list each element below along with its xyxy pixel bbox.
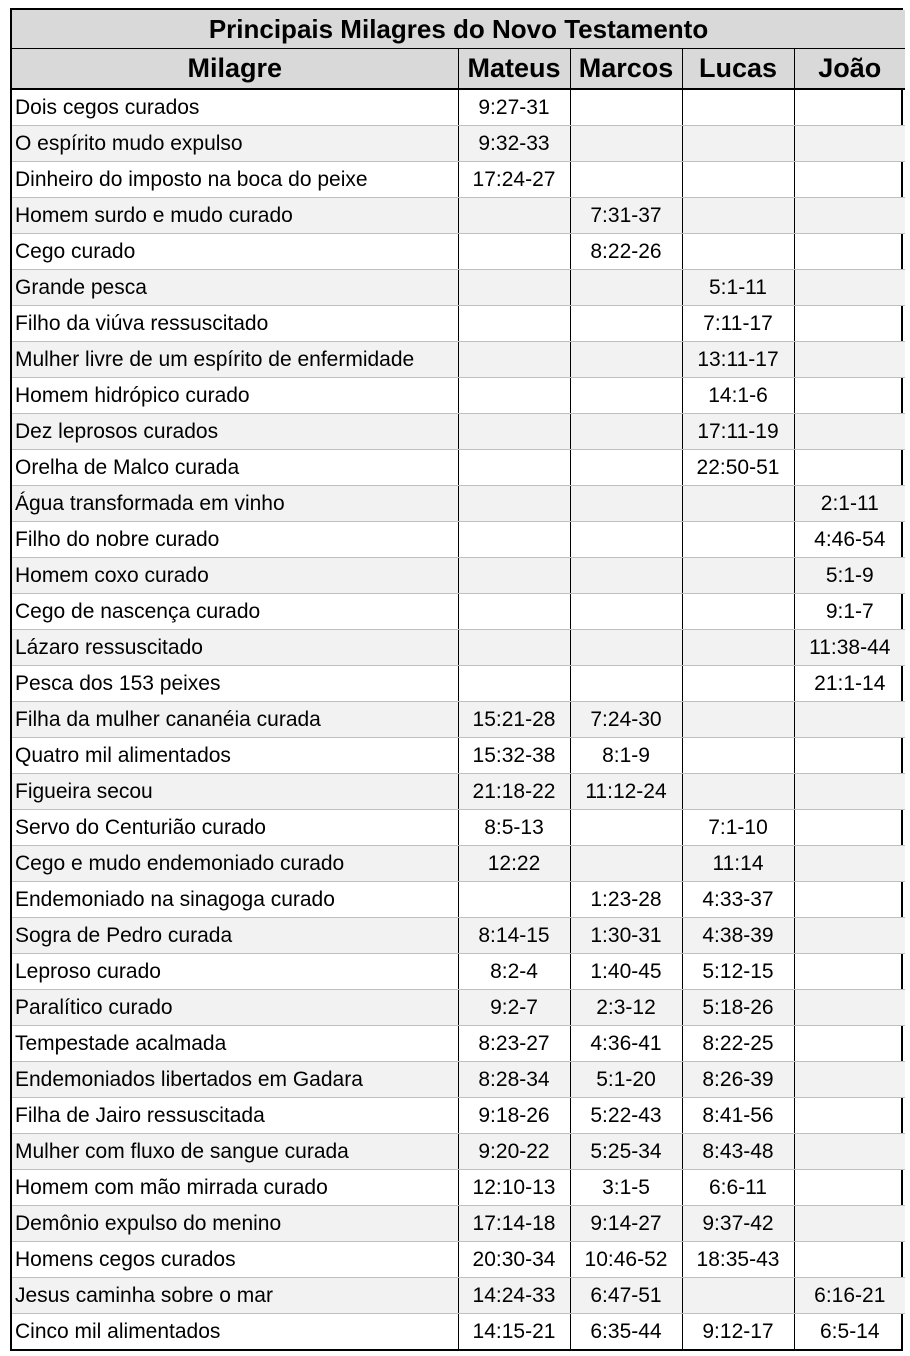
joao-ref-cell [794,378,905,414]
table-row [12,630,905,666]
table-row [12,1026,905,1062]
lucas-ref-cell: 9:37-42 [682,1206,794,1242]
joao-ref-cell [794,270,905,306]
table-row [12,1062,905,1098]
table-row [12,234,905,270]
lucas-ref-cell [682,126,794,162]
table-row [12,666,905,702]
joao-ref-cell: 6:16-21 [794,1278,905,1314]
joao-ref-cell [794,846,905,882]
table-row [12,810,905,846]
lucas-ref-cell [682,702,794,738]
joao-ref-cell [794,1170,905,1206]
mateus-ref-cell [458,342,570,378]
joao-ref-cell [794,342,905,378]
lucas-ref-cell [682,522,794,558]
table-row [12,306,905,342]
marcos-ref-cell: 1:40-45 [570,954,682,990]
joao-ref-cell [794,1098,905,1134]
marcos-ref-cell [570,270,682,306]
table-row [12,882,905,918]
miracle-name-cell: Jesus caminha sobre o mar [12,1278,458,1314]
mateus-ref-cell [458,522,570,558]
lucas-ref-cell [682,738,794,774]
joao-ref-cell [794,198,905,234]
lucas-ref-cell [682,774,794,810]
mateus-ref-cell [458,882,570,918]
table-row [12,738,905,774]
miracle-name-cell: Mulher livre de um espírito de enfermidade [12,342,458,378]
mateus-ref-cell [458,306,570,342]
table-row [12,450,905,486]
marcos-ref-cell: 10:46-52 [570,1242,682,1278]
joao-ref-cell [794,414,905,450]
miracle-name-cell: Dez leprosos curados [12,414,458,450]
miracle-name-cell: Homem hidrópico curado [12,378,458,414]
marcos-ref-cell: 9:14-27 [570,1206,682,1242]
joao-ref-cell: 6:5-14 [820,1319,880,1343]
joao-ref-cell [794,702,905,738]
joao-ref-cell: 9:1-7 [794,594,905,630]
mateus-ref-cell: 9:2-7 [458,990,570,1026]
mateus-ref-cell [458,270,570,306]
table-row [12,126,905,162]
joao-ref-cell [794,306,905,342]
mateus-ref-cell: 12:10-13 [458,1170,570,1206]
joao-ref-cell [794,738,905,774]
joao-ref-cell [794,990,905,1026]
miracle-name-cell: Lázaro ressuscitado [12,630,458,666]
table-row [12,954,905,990]
miracle-name-cell: Cinco mil alimentados [12,1314,458,1350]
joao-ref-cell [794,882,905,918]
marcos-ref-cell [570,306,682,342]
mateus-ref-cell: 17:14-18 [458,1206,570,1242]
table-row [12,594,905,630]
miracle-name-cell: Servo do Centurião curado [12,810,458,846]
lucas-ref-cell [682,89,794,126]
miracle-name-cell: Endemoniado na sinagoga curado [12,882,458,918]
marcos-ref-cell [570,810,682,846]
miracle-name-cell: Filha da mulher cananéia curada [12,702,458,738]
mateus-ref-cell: 8:5-13 [458,810,570,846]
marcos-ref-cell: 8:1-9 [570,738,682,774]
miracle-name-cell: Homem coxo curado [12,558,458,594]
miracle-name-cell: Homem com mão mirrada curado [12,1170,458,1206]
lucas-ref-cell [682,198,794,234]
marcos-ref-cell [570,342,682,378]
table-row [12,846,905,882]
table-row [12,1242,905,1278]
miracle-name-cell: Mulher com fluxo de sangue curada [12,1134,458,1170]
miracle-name-cell: Cego curado [12,234,458,270]
marcos-ref-cell [570,89,682,126]
marcos-ref-cell [570,630,682,666]
marcos-ref-cell [570,594,682,630]
table-row [12,1134,905,1170]
column-header-row [12,49,905,90]
lucas-ref-cell: 11:14 [682,846,794,882]
mateus-ref-cell: 8:2-4 [458,954,570,990]
joao-ref-cell [794,954,905,990]
lucas-ref-cell: 14:1-6 [682,378,794,414]
marcos-ref-cell: 6:47-51 [570,1278,682,1314]
mateus-ref-cell: 9:18-26 [458,1098,570,1134]
lucas-ref-cell: 17:11-19 [682,414,794,450]
table-row [12,990,905,1026]
lucas-ref-cell: 5:18-26 [682,990,794,1026]
mateus-ref-cell: 17:24-27 [458,162,570,198]
column-header-marcos: Marcos [570,49,682,90]
lucas-ref-cell: 7:1-10 [682,810,794,846]
miracles-table-sheet [10,8,903,1351]
mateus-ref-cell [458,594,570,630]
table-row [12,918,905,954]
table-row [12,522,905,558]
lucas-ref-cell [682,234,794,270]
marcos-ref-cell [570,846,682,882]
table-row [12,1314,905,1350]
lucas-ref-cell: 8:41-56 [682,1098,794,1134]
table-row [12,1206,905,1242]
joao-ref-cell [794,774,905,810]
mateus-ref-cell: 8:23-27 [458,1026,570,1062]
mateus-ref-cell: 14:24-33 [458,1278,570,1314]
table-row [12,774,905,810]
table-row [12,162,905,198]
miracle-name-cell: Quatro mil alimentados [12,738,458,774]
mateus-ref-cell [458,198,570,234]
joao-ref-cell [794,1062,905,1098]
column-header-milagre: Milagre [12,49,458,90]
miracle-name-cell: Homens cegos curados [12,1242,458,1278]
joao-ref-cell [794,450,905,486]
miracle-name-cell: O espírito mudo expulso [12,126,458,162]
table-row [12,198,905,234]
miracles-table [12,10,905,1349]
lucas-ref-cell: 18:35-43 [682,1242,794,1278]
miracle-name-cell: Filho da viúva ressuscitado [12,306,458,342]
table-row [12,270,905,306]
miracle-name-cell: Demônio expulso do menino [12,1206,458,1242]
column-header-joao: João [794,49,905,90]
lucas-ref-cell: 22:50-51 [682,450,794,486]
joao-ref-cell [794,1206,905,1242]
marcos-ref-cell: 5:22-43 [570,1098,682,1134]
mateus-ref-cell: 12:22 [458,846,570,882]
table-row [12,1278,905,1314]
table-row [12,1170,905,1206]
marcos-ref-cell [570,162,682,198]
column-header-lucas: Lucas [682,49,794,90]
table-title: Principais Milagres do Novo Testamento [12,10,905,49]
mateus-ref-cell [458,666,570,702]
miracle-name-cell: Paralítico curado [12,990,458,1026]
miracle-name-cell: Dois cegos curados [12,89,458,126]
mateus-ref-cell: 15:32-38 [458,738,570,774]
table-title-row [12,10,905,49]
joao-ref-cell [794,1026,905,1062]
joao-ref-cell [794,89,905,126]
lucas-ref-cell [682,1278,794,1314]
table-row [12,414,905,450]
lucas-ref-cell: 4:38-39 [682,918,794,954]
lucas-ref-cell [682,162,794,198]
lucas-ref-cell [682,630,794,666]
miracle-name-cell: Tempestade acalmada [12,1026,458,1062]
mateus-ref-cell: 9:32-33 [458,126,570,162]
mateus-ref-cell: 20:30-34 [458,1242,570,1278]
marcos-ref-cell [570,522,682,558]
marcos-ref-cell [570,666,682,702]
marcos-ref-cell: 7:24-30 [570,702,682,738]
miracle-name-cell: Filha de Jairo ressuscitada [12,1098,458,1134]
miracle-name-cell: Filho do nobre curado [12,522,458,558]
table-row [12,89,905,126]
marcos-ref-cell: 1:30-31 [570,918,682,954]
miracle-name-cell: Grande pesca [12,270,458,306]
lucas-ref-cell: 6:6-11 [682,1170,794,1206]
table-row [12,558,905,594]
lucas-ref-cell: 8:22-25 [682,1026,794,1062]
marcos-ref-cell: 11:12-24 [570,774,682,810]
marcos-ref-cell: 8:22-26 [570,234,682,270]
lucas-ref-cell: 8:26-39 [682,1062,794,1098]
lucas-ref-cell: 4:33-37 [682,882,794,918]
lucas-ref-cell [682,486,794,522]
joao-ref-cell: 21:1-14 [794,666,905,702]
lucas-ref-cell [682,666,794,702]
marcos-ref-cell: 7:31-37 [570,198,682,234]
marcos-ref-cell [570,450,682,486]
mateus-ref-cell: 8:14-15 [458,918,570,954]
marcos-ref-cell: 1:23-28 [570,882,682,918]
table-body [12,89,905,1349]
mateus-ref-cell [458,630,570,666]
joao-ref-cell: 5:1-9 [794,558,905,594]
joao-ref-cell [794,810,905,846]
joao-ref-cell: 4:46-54 [794,522,905,558]
joao-ref-cell [794,1134,905,1170]
lucas-ref-cell: 5:12-15 [682,954,794,990]
mateus-ref-cell: 9:27-31 [458,89,570,126]
miracle-name-cell: Cego e mudo endemoniado curado [12,846,458,882]
marcos-ref-cell: 2:3-12 [570,990,682,1026]
lucas-ref-cell [682,594,794,630]
marcos-ref-cell: 4:36-41 [570,1026,682,1062]
miracle-name-cell: Homem surdo e mudo curado [12,198,458,234]
lucas-ref-cell: 9:12-17 [682,1314,794,1350]
joao-ref-cell: 11:38-44 [794,630,905,666]
miracle-name-cell: Dinheiro do imposto na boca do peixe [12,162,458,198]
mateus-ref-cell [458,414,570,450]
lucas-ref-cell [682,558,794,594]
marcos-ref-cell: 5:25-34 [570,1134,682,1170]
lucas-ref-cell: 5:1-11 [682,270,794,306]
table-row [12,1098,905,1134]
lucas-ref-cell: 7:11-17 [682,306,794,342]
marcos-ref-cell [570,378,682,414]
joao-ref-cell [794,918,905,954]
marcos-ref-cell: 6:35-44 [570,1314,682,1350]
marcos-ref-cell [570,558,682,594]
table-row [12,486,905,522]
miracle-name-cell: Orelha de Malco curada [12,450,458,486]
miracle-name-cell: Sogra de Pedro curada [12,918,458,954]
miracle-name-cell: Pesca dos 153 peixes [12,666,458,702]
table-row [12,342,905,378]
column-header-mateus: Mateus [458,49,570,90]
marcos-ref-cell [570,126,682,162]
joao-ref-cell [794,234,905,270]
miracle-name-cell: Água transformada em vinho [12,486,458,522]
lucas-ref-cell: 13:11-17 [682,342,794,378]
mateus-ref-cell [458,450,570,486]
mateus-ref-cell [458,378,570,414]
mateus-ref-cell: 8:28-34 [458,1062,570,1098]
marcos-ref-cell [570,486,682,522]
mateus-ref-cell: 9:20-22 [458,1134,570,1170]
table-row [12,378,905,414]
joao-ref-cell [794,1242,905,1278]
marcos-ref-cell: 3:1-5 [570,1170,682,1206]
mateus-ref-cell: 14:15-21 [458,1314,570,1350]
mateus-ref-cell: 21:18-22 [458,774,570,810]
mateus-ref-cell [458,558,570,594]
marcos-ref-cell [570,414,682,450]
miracle-name-cell: Endemoniados libertados em Gadara [12,1062,458,1098]
miracle-name-cell: Cego de nascença curado [12,594,458,630]
mateus-ref-cell [458,234,570,270]
joao-ref-cell: 2:1-11 [794,486,905,522]
marcos-ref-cell: 5:1-20 [570,1062,682,1098]
joao-ref-cell [794,126,905,162]
miracle-name-cell: Leproso curado [12,954,458,990]
mateus-ref-cell: 15:21-28 [458,702,570,738]
mateus-ref-cell [458,486,570,522]
lucas-ref-cell: 8:43-48 [682,1134,794,1170]
miracle-name-cell: Figueira secou [12,774,458,810]
joao-ref-cell [794,162,905,198]
table-row [12,702,905,738]
